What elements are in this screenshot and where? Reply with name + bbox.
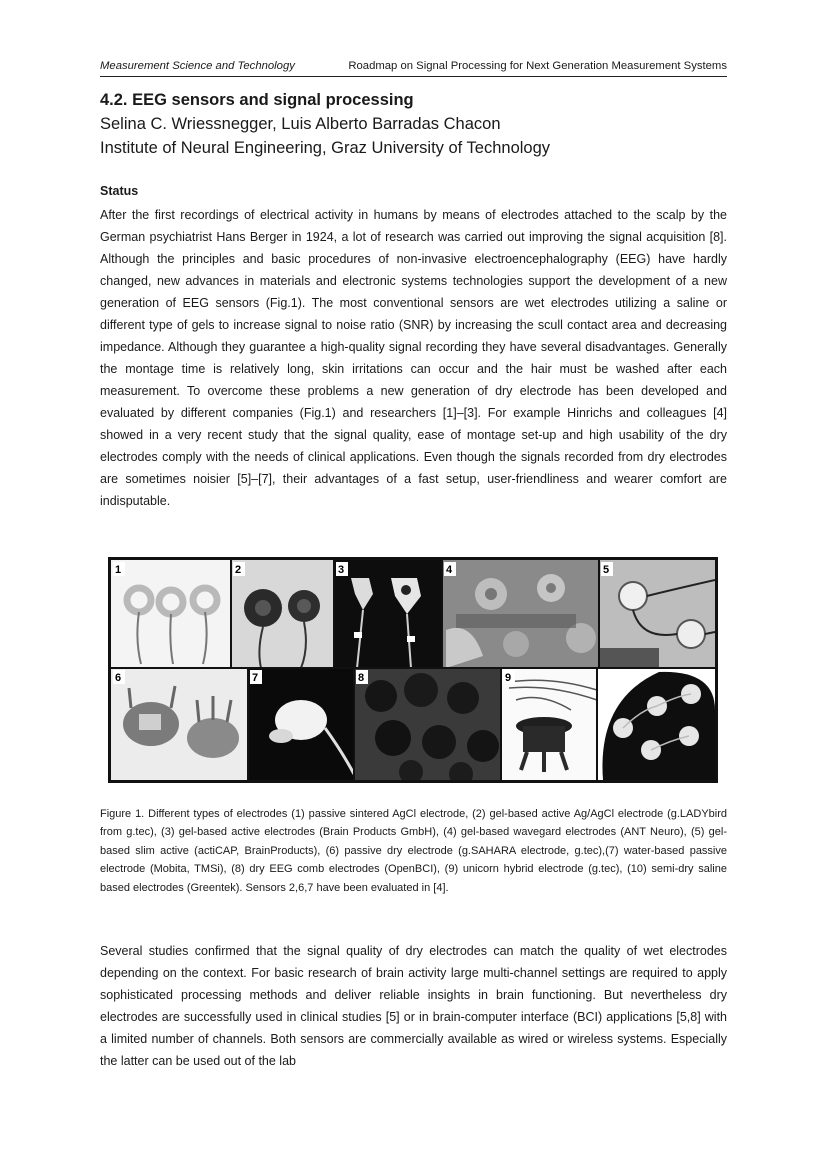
- panel-2-photo: [231, 560, 334, 668]
- panel-9-photo: [501, 668, 597, 780]
- panel-label-5: 5: [603, 564, 610, 576]
- status-heading: Status: [100, 184, 139, 198]
- panel-label-8: 8: [358, 672, 365, 684]
- panel-label-10: 10: [600, 672, 613, 684]
- electrode-figure: [108, 557, 718, 783]
- author-list: Selina C. Wriessnegger, Luis Alberto Barradas Chacon: [100, 115, 501, 133]
- panel-label-2: 2: [235, 564, 242, 576]
- panel-label-6: 6: [115, 672, 122, 684]
- running-header: [100, 58, 727, 77]
- electrode-photo-collage: [111, 560, 715, 780]
- panel-5-photo: [599, 560, 715, 668]
- panel-1-photo: [111, 560, 231, 668]
- panel-label-1: 1: [115, 564, 122, 576]
- affiliation: Institute of Neural Engineering, Graz University of Technology: [100, 139, 551, 157]
- panel-7-photo: [248, 668, 354, 780]
- panel-3-photo: [334, 560, 442, 668]
- journal-name: Measurement Science and Technology: [100, 60, 295, 72]
- status-paragraph-1: After the first recordings of electrical activity in humans by means of electrodes attached to the scalp by the German psychiatrist Hans Berger in 1924, a lot of research was carried out improving the signal acquisition [8]. Although the principles and basic procedures of non-invasive electroencephalography (EEG) have hardly changed, new advances in materials and electronic systems technologies support the development of a new generation of EEG sensors (Fig.1). The most conventional sensors are wet electrodes utilizing a saline or different type of gels to increase signal to noise ratio (SNR) by increasing the scull contact area and decreasing impedance. Although they guarantee a high-quality signal recording they have several disadvantages. Generally the montage time is relatively long, skin irritations can occur and the hair must be washed after each measurement. To overcome these problems a new generation of dry electrode has been developed and evaluated by different companies (Fig.1) and researchers [1]–[3]. For example Hinrichs and colleagues [4] showed in a very recent study that the signal quality, ease of montage set-up and high usability of the dry electrodes comply with the needs of clinical applications. Even though the signals recorded from dry electrodes are sometimes noisier [5]–[7], their advantages of a fast setup, user-friendliness and wearer comfort are indisputable.: [100, 208, 727, 508]
- panel-6-photo: [111, 668, 248, 780]
- panel-10-photo: [597, 668, 715, 780]
- status-paragraph-2: Several studies confirmed that the signal quality of dry electrodes can match the quality of wet electrodes depending on the context. For basic research of brain activity large multi-channel settings are required to apply sophisticated processing methods and deliver reliable insights in brain functioning. But nevertheless dry electrodes are successfully used in clinical studies [5] or in brain-computer interface (BCI) applications [5,8] with a limited number of channels. Both sensors are commercially available as wired or wireless systems. Especially the latter can be used out of the lab: [100, 944, 727, 1068]
- figure-caption: Figure 1. Different types of electrodes (1) passive sintered AgCl electrode, (2) gel-based active Ag/AgCl electrode (g.LADYbird from g.tec), (3) gel-based active electrodes (Brain Products GmbH), (4) gel-based wavegard electrodes (ANT Neuro), (5) gel-based slim active (actiCAP, BrainProducts), (6) passive dry electrode (g.SAHARA electrode, g.tec),(7) water-based passive electrode (Mobita, TMSi), (8) dry EEG comb electrodes (OpenBCI), (9) unicorn hybrid electrode (g.tec), (10) semi-dry saline based electrodes (Greentek). Sensors 2,6,7 have been evaluated in [4].: [100, 808, 727, 894]
- section-title: 4.2. EEG sensors and signal processing: [100, 91, 414, 109]
- panel-label-3: 3: [338, 564, 345, 576]
- running-title: Roadmap on Signal Processing for Next Generation Measurement Systems: [348, 60, 727, 72]
- panel-label-4: 4: [446, 564, 453, 576]
- panel-label-9: 9: [505, 672, 512, 684]
- panel-4-photo: [442, 560, 599, 668]
- panel-label-7: 7: [252, 672, 259, 684]
- panel-8-photo: [354, 668, 501, 780]
